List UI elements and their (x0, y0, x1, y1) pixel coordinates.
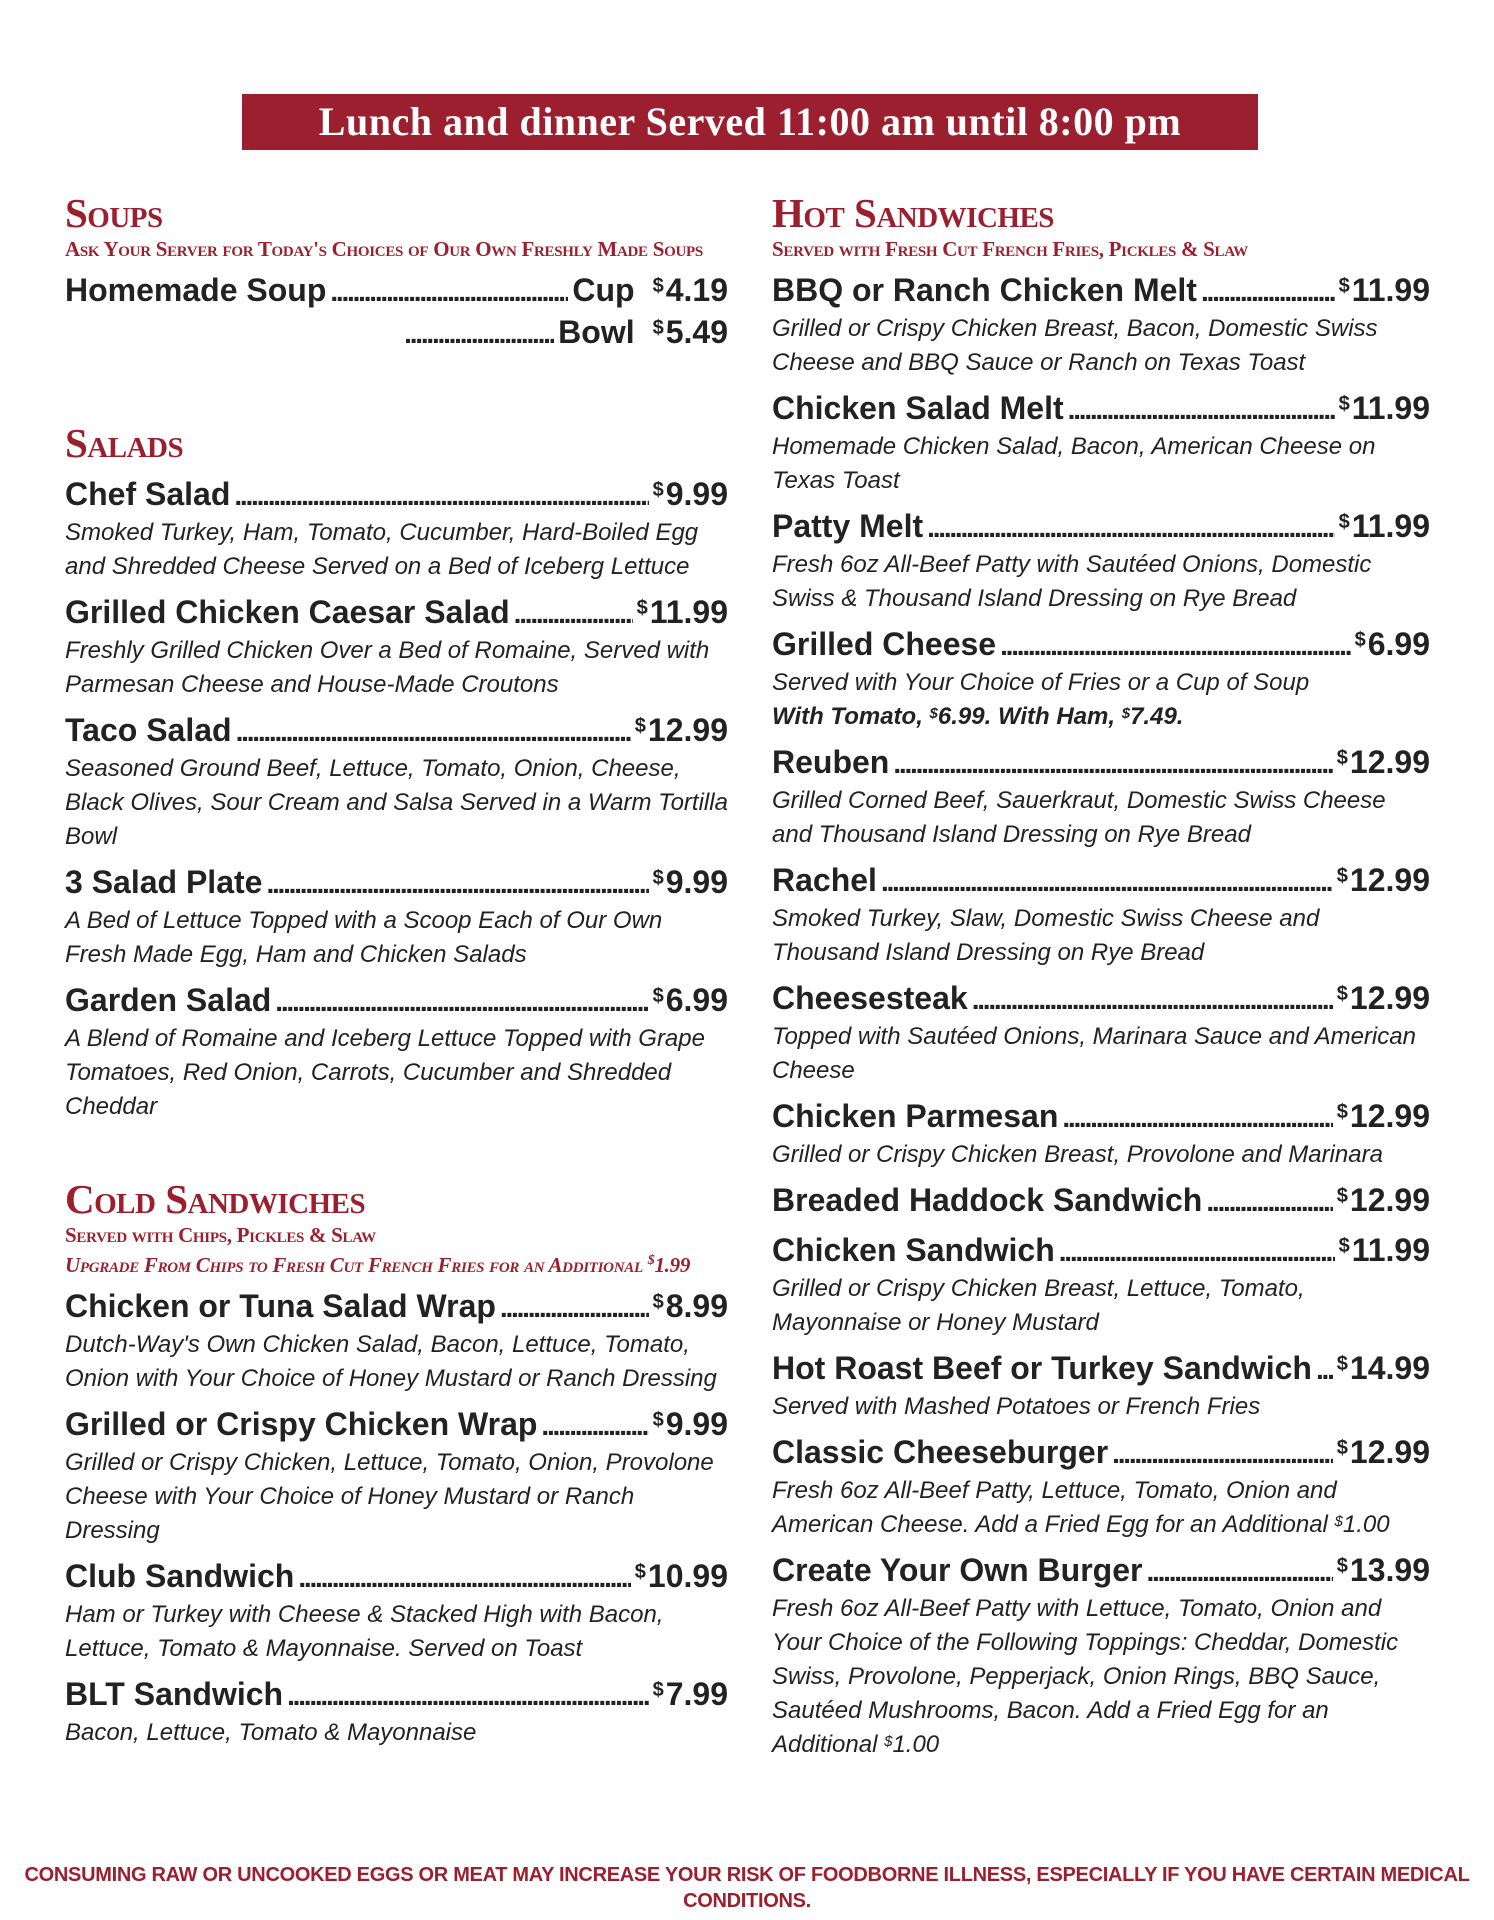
dot-leader (893, 742, 1332, 784)
item-description: Grilled or Crispy Chicken Breast, Bacon, Domestic Swiss Cheese and BBQ Sauce or Ranch on Texas Toast (772, 315, 1378, 376)
salads-list (65, 474, 728, 1124)
health-warning: CONSUMING RAW OR UNCOOKED EGGS OR MEAT MAY INCREASE YOUR RISK OF FOODBORNE ILLNESS, ESPECIALLY IF YOU HAVE CERTAIN MEDICAL CONDITIONS. (24, 1864, 1470, 1912)
item-price: $5.49 (652, 314, 728, 350)
item-price: $9.99 (652, 1406, 728, 1442)
menu-item-line (65, 1556, 728, 1598)
dot-leader (972, 978, 1333, 1020)
cold-sandwiches-title: Cold Sandwiches (65, 1176, 366, 1222)
item-description: Homemade Chicken Salad, Bacon, American Cheese on Texas Toast (772, 433, 1376, 494)
menu-item-line (772, 1348, 1430, 1390)
menu-item-line (65, 592, 728, 634)
dot-leader (1059, 1230, 1335, 1272)
item-name: Chicken Salad Melt (772, 390, 1064, 426)
menu-item (65, 862, 728, 972)
dot-leader (927, 506, 1334, 548)
left-column (65, 190, 728, 1750)
item-description: Fresh 6oz All-Beef Patty with Sautéed Onions, Domestic Swiss & Thousand Island Dressing on Rye Bread (772, 551, 1372, 612)
menu-item (65, 1286, 728, 1396)
dot-leader (1062, 1096, 1332, 1138)
cold-sandwiches-list (65, 1286, 728, 1750)
menu-item (772, 1550, 1430, 1762)
item-name: Grilled or Crispy Chicken Wrap (65, 1406, 538, 1442)
menu-item-line (772, 506, 1430, 548)
dot-leader (541, 1404, 648, 1446)
item-price: $9.99 (652, 864, 728, 900)
menu-item-line (65, 980, 728, 1022)
item-name: Rachel (772, 862, 877, 898)
dot-leader (275, 980, 648, 1022)
dot-leader (1112, 1432, 1333, 1474)
item-price: $12.99 (1336, 1182, 1430, 1218)
item-price: $12.99 (1336, 862, 1430, 898)
item-description: Grilled or Crispy Chicken Breast, Provolone and Marinara (772, 1141, 1383, 1168)
dot-leader (298, 1556, 630, 1598)
menu-item (772, 1348, 1430, 1424)
soup-bowl-line (65, 312, 728, 354)
dot-leader (514, 592, 633, 634)
soups-subtitle: Ask Your Server for Today's Choices of Our Own Freshly Made Soups (65, 237, 703, 261)
menu-item (65, 710, 728, 854)
item-description: Grilled Corned Beef, Sauerkraut, Domestic Swiss Cheese and Thousand Island Dressing on Rye Bread (772, 787, 1386, 848)
menu-item (772, 1230, 1430, 1340)
item-price: $10.99 (634, 1558, 728, 1594)
hot-sandwiches-subtitle: Served with Fresh Cut French Fries, Pickles & Slaw (772, 237, 1248, 261)
item-name: Chicken Parmesan (772, 1098, 1059, 1134)
bowl-label: Bowl (558, 314, 635, 350)
dot-leader (404, 312, 554, 354)
item-name: Classic Cheeseburger (772, 1434, 1109, 1470)
item-name: Chef Salad (65, 476, 231, 512)
item-price: $11.99 (1338, 1232, 1430, 1268)
item-description: Grilled or Crispy Chicken, Lettuce, Tomato, Onion, Provolone Cheese with Your Choice of Honey Mustard or Ranch Dressing (65, 1449, 714, 1544)
menu-item-line (772, 742, 1430, 784)
menu-item (65, 1404, 728, 1548)
menu-item-line (772, 1432, 1430, 1474)
item-name: Hot Roast Beef or Turkey Sandwich (772, 1350, 1312, 1386)
cold-sandwiches-subtitle: Served with Chips, Pickles & Slaw (65, 1223, 376, 1247)
item-description: Freshly Grilled Chicken Over a Bed of Romaine, Served with Parmesan Cheese and House-Made Croutons (65, 637, 710, 698)
item-name: Homemade Soup (65, 272, 327, 308)
hot-sandwiches-section (772, 190, 1430, 1762)
dot-leader (1206, 1180, 1332, 1222)
salads-title: Salads (65, 420, 184, 466)
item-description: Seasoned Ground Beef, Lettuce, Tomato, Onion, Cheese, Black Olives, Sour Cream and Salsa Served in a Warm Tortilla Bowl (65, 755, 728, 850)
item-description: A Blend of Romaine and Iceberg Lettuce Topped with Grape Tomatoes, Red Onion, Carrots, Cucumber and Shredded Cheddar (65, 1025, 705, 1120)
dot-leader (236, 710, 631, 752)
item-price: $8.99 (652, 1288, 728, 1324)
item-description: Dutch-Way's Own Chicken Salad, Bacon, Lettuce, Tomato, Onion with Your Choice of Honey Mustard or Ranch Dressing (65, 1331, 717, 1392)
dot-leader (500, 1286, 649, 1328)
menu-item-line (772, 1230, 1430, 1272)
item-price: $12.99 (1336, 1434, 1430, 1470)
item-description: Fresh 6oz All-Beef Patty with Lettuce, Tomato, Onion and Your Choice of the Following Toppings: Cheddar, Domestic Swiss, Provolone, Pepperjack, Onion Rings, BBQ Sauce, Sautéed Mushrooms, Bacon. Add a Fried Egg for an Additional $1.00 (772, 1595, 1399, 1758)
dot-leader (1316, 1348, 1333, 1390)
item-name: Chicken Sandwich (772, 1232, 1055, 1268)
dot-leader (1000, 624, 1351, 666)
menu-item-line (772, 1180, 1430, 1222)
item-description: Smoked Turkey, Ham, Tomato, Cucumber, Hard-Boiled Egg and Shredded Cheese Served on a Bed of Iceberg Lettuce (65, 519, 699, 580)
item-price: $11.99 (636, 594, 728, 630)
item-price: $11.99 (1338, 390, 1430, 426)
menu-item (65, 1556, 728, 1666)
menu-item (772, 506, 1430, 616)
menu-item-line (65, 1674, 728, 1716)
item-description: Topped with Sautéed Onions, Marinara Sauce and American Cheese (772, 1023, 1416, 1084)
menu-item-line (772, 978, 1430, 1020)
item-description: Smoked Turkey, Slaw, Domestic Swiss Cheese and Thousand Island Dressing on Rye Bread (772, 905, 1320, 966)
item-description: A Bed of Lettuce Topped with a Scoop Each of Our Own Fresh Made Egg, Ham and Chicken Salads (65, 907, 663, 968)
menu-item-line (772, 624, 1430, 666)
menu-item-line (65, 1404, 728, 1446)
item-description: Grilled or Crispy Chicken Breast, Lettuce, Tomato, Mayonnaise or Honey Mustard (772, 1275, 1305, 1336)
menu-item-line (772, 1096, 1430, 1138)
item-price: $12.99 (1336, 1098, 1430, 1134)
item-description: Served with Your Choice of Fries or a Cup of Soup (772, 669, 1310, 696)
dot-leader (1068, 388, 1335, 430)
item-price: $11.99 (1338, 272, 1430, 308)
item-name: Reuben (772, 744, 890, 780)
dot-leader (1201, 270, 1335, 312)
salads-section (65, 420, 728, 1124)
item-price: $7.99 (652, 1676, 728, 1712)
item-price: $12.99 (634, 712, 728, 748)
item-name: BBQ or Ranch Chicken Melt (772, 272, 1197, 308)
menu-item-line (772, 388, 1430, 430)
item-name: Taco Salad (65, 712, 232, 748)
item-name: Breaded Haddock Sandwich (772, 1182, 1203, 1218)
menu-item-line (772, 270, 1430, 312)
cup-label: Cup (572, 272, 635, 308)
item-name: Garden Salad (65, 982, 272, 1018)
menu-item (772, 978, 1430, 1088)
item-name: Patty Melt (772, 508, 924, 544)
hot-sandwiches-title: Hot Sandwiches (772, 190, 1054, 236)
item-price: $11.99 (1338, 508, 1430, 544)
menu-item (65, 980, 728, 1124)
menu-item (772, 388, 1430, 498)
soups-section (65, 190, 728, 354)
item-name: Chicken or Tuna Salad Wrap (65, 1288, 496, 1324)
soup-item (65, 270, 728, 354)
right-column (772, 190, 1430, 1762)
item-description: Served with Mashed Potatoes or French Fries (772, 1393, 1261, 1420)
cold-sandwiches-section (65, 1176, 728, 1750)
menu-item-line (65, 862, 728, 904)
menu-item-line (772, 860, 1430, 902)
soup-cup-line (65, 270, 728, 312)
menu-item (772, 742, 1430, 852)
item-description: Bacon, Lettuce, Tomato & Mayonnaise (65, 1719, 477, 1746)
item-price: $12.99 (1336, 744, 1430, 780)
menu-item-line (772, 1550, 1430, 1592)
menu-item (772, 624, 1430, 734)
hot-sandwiches-list (772, 270, 1430, 1762)
item-description: Ham or Turkey with Cheese & Stacked High with Bacon, Lettuce, Tomato & Mayonnaise. Served on Toast (65, 1601, 664, 1662)
item-price: $14.99 (1336, 1350, 1430, 1386)
dot-leader (330, 270, 568, 312)
item-price: $9.99 (652, 476, 728, 512)
item-price: $6.99 (652, 982, 728, 1018)
menu-item (772, 270, 1430, 380)
menu-item (772, 860, 1430, 970)
item-name: Grilled Cheese (772, 626, 997, 662)
dot-leader (287, 1674, 649, 1716)
hours-banner: Lunch and dinner Served 11:00 am until 8:00 pm (242, 94, 1258, 150)
item-description: Fresh 6oz All-Beef Patty, Lettuce, Tomato, Onion and American Cheese. Add a Fried Egg for an Additional $1.00 (772, 1477, 1390, 1538)
menu-item (65, 1674, 728, 1750)
item-price: $6.99 (1354, 626, 1430, 662)
menu-item-line (65, 710, 728, 752)
item-extra-options: With Tomato, $6.99. With Ham, $7.49. (772, 703, 1184, 730)
item-name: Grilled Chicken Caesar Salad (65, 594, 510, 630)
soups-title: Soups (65, 190, 163, 236)
item-name: Create Your Own Burger (772, 1552, 1143, 1588)
dot-leader (1146, 1550, 1332, 1592)
item-price: $4.19 (652, 272, 728, 308)
dot-leader (266, 862, 648, 904)
menu-item (65, 592, 728, 702)
item-name: 3 Salad Plate (65, 864, 263, 900)
item-price: $12.99 (1336, 980, 1430, 1016)
menu-item (65, 474, 728, 584)
item-name: BLT Sandwich (65, 1676, 284, 1712)
menu-item-line (65, 474, 728, 516)
menu-item (772, 1096, 1430, 1172)
item-name: Club Sandwich (65, 1558, 295, 1594)
dot-leader (234, 474, 648, 516)
menu-item (772, 1432, 1430, 1542)
dot-leader (881, 860, 1333, 902)
fries-upgrade-note: Upgrade From Chips to Fresh Cut French Fries for an Additional $1.99 (65, 1253, 691, 1277)
item-price: $13.99 (1336, 1552, 1430, 1588)
menu-item-line (65, 1286, 728, 1328)
item-name: Cheesesteak (772, 980, 968, 1016)
menu-item (772, 1180, 1430, 1222)
